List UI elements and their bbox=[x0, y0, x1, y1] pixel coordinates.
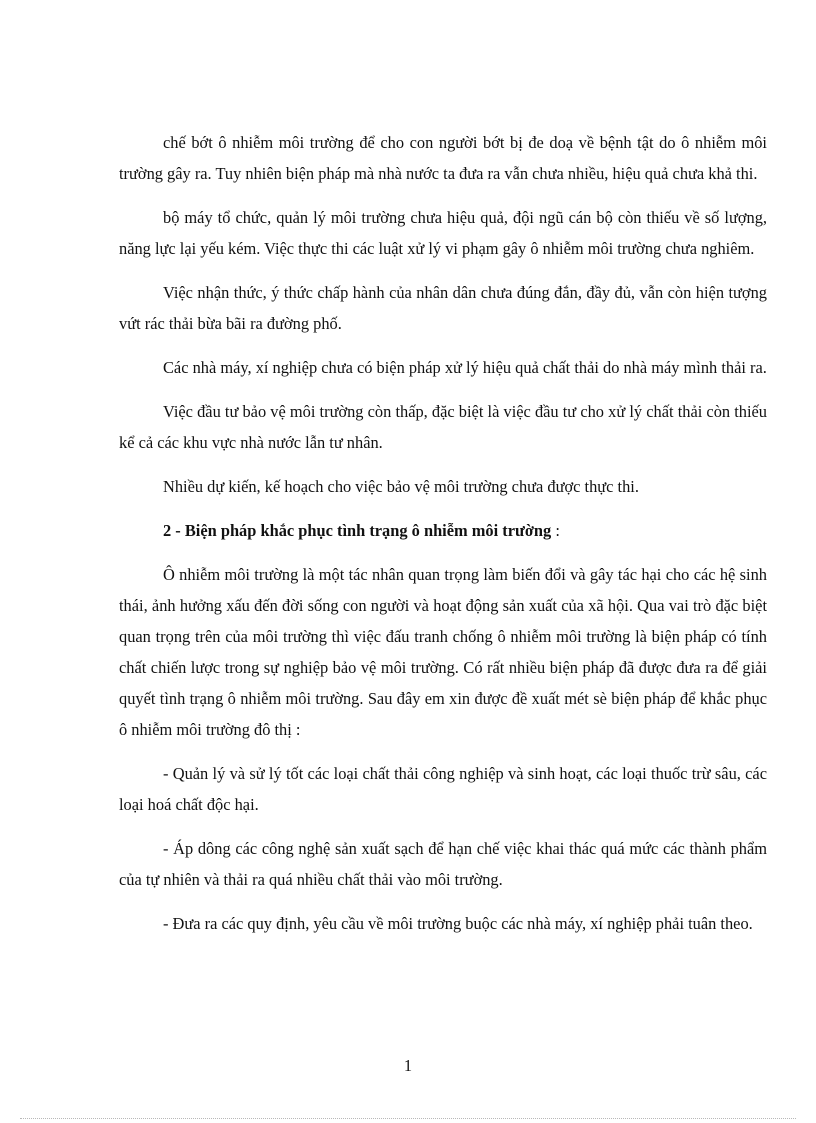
paragraph-factories: Các nhà máy, xí nghiệp chưa có biện pháp xử lý hiệu quả chất thải do nhà máy mình thải ra. bbox=[163, 358, 767, 377]
paragraph-public-awareness: Việc nhận thức, ý thức chấp hành của nhân dân chưa đúng đắn, đầy đủ, vẫn còn hiện tượng vứt rác thải bừa bãi ra đường phố. bbox=[119, 283, 767, 333]
section-heading-suffix: : bbox=[551, 521, 560, 540]
paragraph-intro-measures: Ô nhiễm môi trường là một tác nhân quan trọng làm biến đổi và gây tác hại cho các hệ sinh thái, ảnh hưởng xấu đến đời sống con người và hoạt động sản xuất của xã hội. Qua vai trò đặc biệt quan trọng trên của môi trường thì việc đấu tranh chống ô nhiễm môi trường là biện pháp có tính chất chiến lược trong sự nghiệp bảo vệ môi trường. Có rất nhiều biện pháp đã được đưa ra để giải quyết tình trạng ô nhiễm môi trường. Sau đây em xin được đề xuất mét sè biện pháp để khắc phục ô nhiễm môi trường đô thị : bbox=[119, 565, 767, 739]
list-item-regulations: - Đưa ra các quy định, yêu cầu về môi trường buộc các nhà máy, xí nghiệp phải tuân theo. bbox=[163, 914, 753, 933]
list-item-clean-technology: - Áp dông các công nghệ sản xuất sạch để hạn chế việc khai thác quá mức các thành phẩm của tự nhiên và thải ra quá nhiều chất thải vào môi trường. bbox=[119, 839, 767, 889]
paragraph-investment: Việc đầu tư bảo vệ môi trường còn thấp, đặc biệt là việc đầu tư cho xử lý chất thải còn thiếu kể cả các khu vực nhà nước lẫn tư nhân. bbox=[119, 402, 767, 452]
paragraph-measures-insufficient: chế bớt ô nhiễm môi trường để cho con người bớt bị đe doạ về bệnh tật do ô nhiễm môi trường gây ra. Tuy nhiên biện pháp mà nhà nước ta đưa ra vẫn chưa nhiều, hiệu quả chưa khả thi. bbox=[119, 133, 767, 183]
paragraph-management-apparatus: bộ máy tổ chức, quản lý môi trường chưa hiệu quả, đội ngũ cán bộ còn thiếu về số lượng, năng lực lại yếu kém. Việc thực thi các luật xử lý vi phạm gây ô nhiễm môi trường chưa nghiêm. bbox=[119, 208, 767, 258]
list-item-waste-management: - Quản lý và sử lý tốt các loại chất thải công nghiệp và sinh hoạt, các loại thuốc trừ sâu, các loại hoá chất độc hại. bbox=[119, 764, 767, 814]
footer-dotted-rule bbox=[20, 1118, 796, 1119]
page-content bbox=[119, 127, 767, 952]
section-heading bbox=[119, 515, 767, 546]
section-heading-title: 2 - Biện pháp khắc phục tình trạng ô nhiễm môi trường bbox=[163, 521, 552, 540]
page-number: 1 bbox=[403, 1056, 413, 1075]
paragraph-plans: Nhiều dự kiến, kế hoạch cho việc bảo vệ môi trường chưa được thực thi. bbox=[163, 477, 639, 496]
